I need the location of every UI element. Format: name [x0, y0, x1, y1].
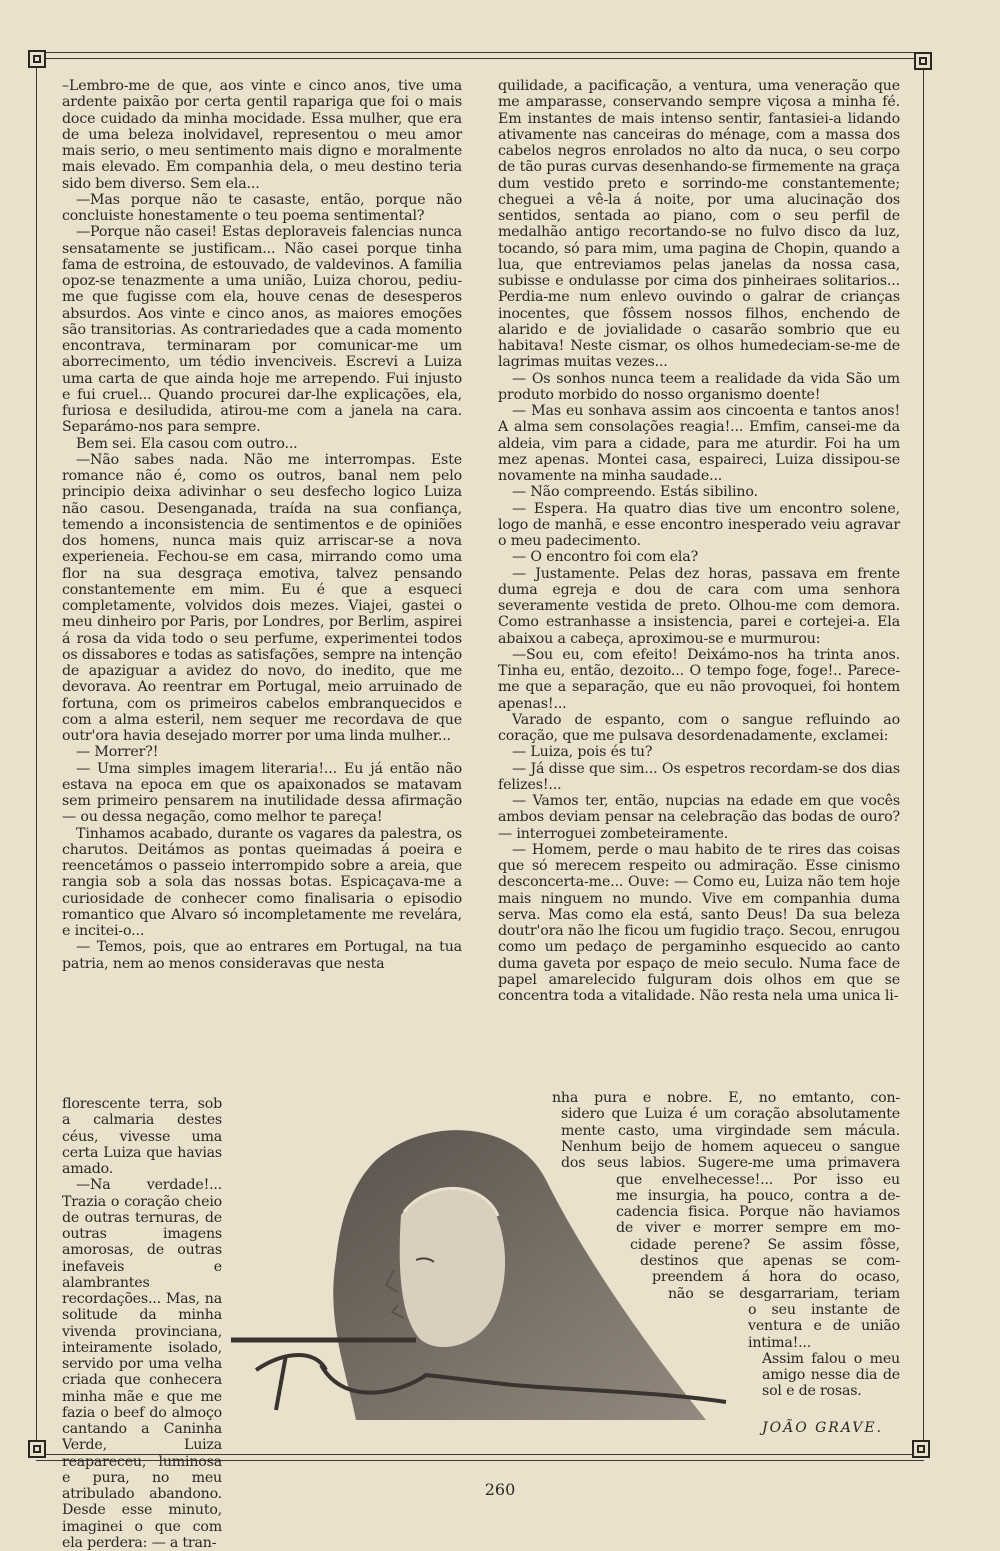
text-line: ventura e de união: [748, 1318, 900, 1335]
paragraph: — Temos, pois, que ao entrares em Portugal, na tua patria, nem ao menos consideravas que nesta: [62, 939, 462, 972]
text-line: dos seus labios. Sugere-me uma primavera: [561, 1155, 900, 1172]
paragraph: —Sou eu, com efeito! Deixámo-nos ha trinta anos. Tinha eu, então, dezoito... O tempo foge, foge!.. Parece-me que a separação, que eu não provoquei, foi hontem apenas!...: [498, 646, 900, 712]
text-line: me insurgia, ha pouco, contra a de-: [616, 1187, 900, 1204]
corner-ornament-icon: [914, 52, 932, 70]
paragraph: — Já disse que sim... Os espetros recordam-se dos dias felizes!...: [498, 760, 900, 793]
paragraph: — Morrer?!: [76, 744, 159, 761]
paragraph: —Mas porque não te casaste, então, porque não concluiste honestamente o teu poema sentimental?: [62, 191, 462, 224]
text-line: amigo nesse dia de: [762, 1367, 900, 1384]
paragraph: — Justamente. Pelas dez horas, passava em frente duma egreja e dou de cara com uma senhora severamente vestida de preto. Olhou-me com demora. Como estranhasse a insistencia, parei e cortejei-a. Ela abaixou a cabeça, aproximou-se e murmurou:: [498, 565, 900, 647]
paragraph: —Porque não casei! Estas deploraveis falencias nunca sensatamente se justificam... Não casei porque tinha fama de estroina, de estouvado, de valdevinos. A familia opoz-se tenazmente a uma união, Luiza chorou, pediu-me que fugisse com ela, houve cenas de desesperos absurdos. Aos vinte e cinco anos, as maiores emoções são transitorias. As contrariedades que a cada momento encontrava, terminaram por comunicar-me um aborrecimento, um tédio invenciveis. Escrevi a Luiza uma carta de que ainda hoje me arrependo. Fui injusto e fui cruel... Quando procurei dar-lhe explicações, ela, furiosa e desiludida, atirou-me com a janela na cara. Separámo-nos para sempre.: [62, 224, 462, 436]
paragraph: –Lembro-me de que, aos vinte e cinco anos, tive uma ardente paixão por certa gentil rapariga que foi o mais doce cuidado da minha mocidade. Essa mulher, que era de uma beleza inolvidavel, representou o meu amor mais serio, o meu sentimento mais digno e moralmente mais elevado. Em companhia dela, o meu destino teria sido bem diverso. Sem ela...: [62, 78, 462, 192]
paragraph: —Na verdade!... Trazia o coração cheio de outras ternuras, de outras imagens amorosas, de outras inefaveis e alambrantes recordações... Mas, na solitude da minha vivenda provinciana, inteiramente isolado, servido por uma velha criada que conhecera minha mãe e que me fazia o beef do almoço cantando a Caninha Verde, Luiza reapareceu, luminosa e pura, no meu atribulado abandono. Desde esse minuto, imaginei o que com ela perdera: — a tran-: [62, 1177, 222, 1551]
author-signature: JOÃO GRAVE.: [762, 1420, 884, 1436]
text-line: Nenhum beijo de homem aqueceu o sangue: [561, 1138, 900, 1155]
paragraph: Varado de espanto, com o sangue refluindo ao coração, que me pulsava desordenadamente, exclamei:: [498, 711, 900, 744]
text-line: o seu instante de: [748, 1301, 900, 1318]
text-line: que envelhecesse!... Por isso eu: [616, 1171, 900, 1188]
text-line: intima!...: [748, 1334, 812, 1351]
paragraph: quilidade, a pacificação, a ventura, uma veneração que me amparasse, conservando sempre viçosa a minha fé. Em instantes de mais intenso sentir, fantasiei-a lidando ativamente nas canceiras do ménage, com a massa dos cabelos negros enrolados no alto da nuca, o seu corpo de tão puras curvas desenhando-se firmemente na graça dum vestido preto e sorrindo-me constantemente; cheguei a vê-la á noite, por uma alucinação dos sentidos, sentada ao piano, com o seu perfil de medalhão antigo recortando-se no fulvo disco da luz, tocando, só para mim, uma pagina de Chopin, quando a lua, que entreviamos pelas janelas da nossa casa, subisse e ondulasse por cima dos pinheiraes solitarios... Perdia-me num enlevo ouvindo o galrar de crianças inocentes, que fôssem nossos filhos, enchendo de alarido e de jovialidade o casarão sombrio que eu habitava! Neste cismar, os olhos humedeciam-se-me de lagrimas muitas vezes...: [498, 78, 900, 371]
paragraph: — Espera. Ha quatro dias tive um encontro solene, logo de manhã, e esse encontro inesperado veiu agravar o meu padecimento.: [498, 500, 900, 549]
corner-ornament-icon: [28, 1440, 46, 1458]
page-number: 260: [484, 1480, 516, 1499]
text-line: não se desgarrariam, teriam: [668, 1285, 900, 1302]
text-line: preendem á hora do ocaso,: [652, 1269, 900, 1286]
text-line: cidade perene? Se assim fôsse,: [630, 1236, 900, 1253]
text-line: mente casto, uma virgindade sem mácula.: [561, 1122, 900, 1139]
paragraph: Tinhamos acabado, durante os vagares da palestra, os charutos. Deitámos as pontas queimadas á poeira e reencetámos o passeio interrompido sobre a areia, que rangia sob a sola das nossas botas. Espicaçava-me a curiosidade de conhecer como finalisaria o episodio romantico que Alvaro só incompletamente me revelára, e incitei-o...: [62, 825, 462, 939]
paragraph: — O encontro foi com ela?: [512, 549, 699, 566]
text-line: Assim falou o meu: [762, 1350, 900, 1367]
paragraph: — Os sonhos nunca teem a realidade da vida São um produto morbido do nosso organismo doente!: [498, 370, 900, 403]
paragraph: florescente terra, sob a calmaria destes céus, vivesse uma certa Luiza que havias amado.: [62, 1096, 222, 1177]
corner-ornament-icon: [28, 50, 46, 68]
paragraph: Bem sei. Ela casou com outro...: [76, 435, 298, 452]
paragraph: — Vamos ter, então, nupcias na edade em que vocês ambos deviam pensar na celebração das bodas de ouro? — interroguei zombeteiramente.: [498, 793, 900, 842]
text-line: nha pura e nobre. E, no emtanto, con-: [552, 1090, 900, 1106]
right-column: [498, 78, 900, 1004]
paragraph: — Mas eu sonhava assim aos cincoenta e tantos anos! A alma sem consolações reagia!... Emfim, cansei-me da aldeia, vim para a cidade, para me aturdir. Foi ha um mez apenas. Montei casa, espaireci, Luiza dissipou-se novamente na minha saudade...: [498, 403, 900, 484]
paragraph: — Luiza, pois és tu?: [512, 744, 653, 761]
paragraph: — Não compreendo. Estás sibilino.: [512, 484, 758, 501]
left-column: [62, 78, 462, 972]
text-line: de viver e morrer sempre em mo-: [616, 1220, 900, 1237]
corner-ornament-icon: [912, 1440, 930, 1458]
frame-top-rule: [36, 52, 924, 53]
text-line: sidero que Luiza é um coração absolutamente: [561, 1106, 900, 1123]
veiled-woman-illustration: [226, 1120, 746, 1440]
text-line: destinos que apenas se com-: [640, 1253, 900, 1269]
paragraph: — Uma simples imagem literaria!... Eu já então não estava na epoca em que os apaixonados se matavam sem primeiro pensarem na inutilidade dessa afirmação — ou dessa negação, como melhor te pareça!: [62, 760, 462, 826]
text-line: sol e de rosas.: [762, 1383, 862, 1400]
paragraph: — Homem, perde o mau habito de te rires das coisas que só merecem respeito ou admiração. Esse cinismo desconcerta-me... Ouve: — Como eu, Luiza não tem hoje mais ninguem no mundo. Vive em companhia duma serva. Mas como ela está, santo Deus! Da sua beleza doutr'ora não lhe ficou um fugidio traço. Secou, enrugou como um pedaço de pergaminho esquecido ao canto duma gaveta por espaço de meio seculo. Numa face de papel amarelecido fulguram dois olhos em que se concentra toda a vitalidade. Não resta nela uma unica li-: [498, 841, 900, 1004]
paragraph: —Não sabes nada. Não me interrompas. Este romance não é, como os outros, banal nem pelo principio deixa adivinhar o seu desfecho logico Luiza não casou. Desenganada, traída na sua confiança, temendo a inconsistencia de sentimentos e de opiniões dos homens, nunca mais quiz arriscar-se a nova experieneia. Fechou-se em casa, mirrando como uma flor na sua desgraça emotiva, talvez pensando constantemente em mim. Eu é que a esqueci completamente, volvidos dois mezes. Viajei, gastei o meu dinheiro por Paris, por Londres, por Berlim, aspirei á rosa da vida todo o seu perfume, experimentei todos os dissabores e todas as satisfações, sempre na intenção de apaziguar a avidez do novo, do inedito, que me devorava. Ao reentrar em Portugal, meio arruinado de fortuna, com os primeiros cabelos embranquecidos e com a alma esteril, nem sequer me recordava de que outr'ora havia desejado morrer por uma linda mulher...: [62, 451, 462, 744]
text-line: cadencia fisica. Porque não haviamos: [616, 1204, 900, 1221]
